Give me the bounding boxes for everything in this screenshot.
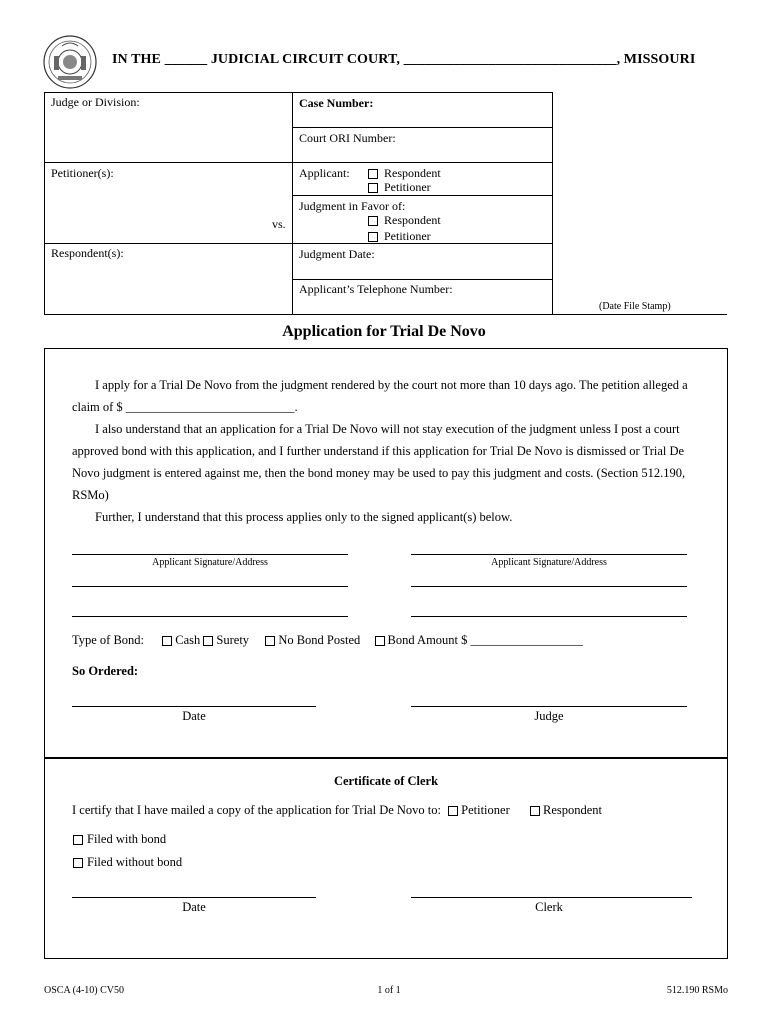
vs-label: vs. [272, 217, 286, 231]
bond-none-option[interactable]: No Bond Posted [265, 633, 360, 647]
petitioners-label[interactable]: Petitioner(s): [51, 166, 114, 180]
checkbox-icon[interactable] [368, 183, 378, 193]
checkbox-icon[interactable] [368, 216, 378, 226]
judgment-petitioner-option[interactable]: Petitioner [368, 229, 431, 244]
applicant-respondent-option[interactable]: Respondent [368, 166, 441, 181]
clerk-date-line[interactable] [72, 897, 316, 898]
bond-cash-option[interactable]: Cash [162, 633, 200, 647]
telephone-label[interactable]: Applicant’s Telephone Number: [299, 282, 453, 296]
clerk-signature-line[interactable] [411, 897, 692, 898]
respondents-label[interactable]: Respondent(s): [51, 246, 124, 260]
applicant-label: Applicant: [299, 166, 350, 180]
address-line-right-1[interactable] [411, 586, 687, 587]
clerk-date-label: Date [182, 900, 206, 914]
checkbox-icon[interactable] [162, 636, 172, 646]
bond-surety-option[interactable]: Surety [203, 633, 249, 647]
checkbox-icon[interactable] [368, 232, 378, 242]
checkbox-icon[interactable] [530, 806, 540, 816]
application-text: I apply for a Trial De Novo from the judgment rendered by the court not more than 10 days ago. The petition alleged a claim of $ ___________________________. I also understand that an application for a Trial De Novo will not stay execution of the judgment unless I post a court approved bond with this application, and I further understand if this application for Trial De Novo is dismissed or Trial De Novo judgment is entered against me, then the bond money may be used to pay this judgment and costs. (Section 512.190, RSMo) Further, I understand that this process applies only to the signed applicant(s) below. [72, 374, 712, 528]
judgment-date-label[interactable]: Judgment Date: [299, 247, 375, 261]
checkbox-icon[interactable] [203, 636, 213, 646]
circuit-number-blank[interactable]: ______ [164, 52, 208, 67]
bond-type-row: Type of Bond: Cash Surety No Bond Posted Bond Amount $ __________________ [72, 633, 584, 647]
judge-label: Judge [534, 709, 564, 723]
order-date-line[interactable] [72, 706, 316, 707]
filed-with-bond-option[interactable]: Filed with bond [73, 832, 166, 847]
signature-label-right: Applicant Signature/Address [491, 557, 607, 568]
checkbox-icon[interactable] [448, 806, 458, 816]
filed-without-bond-option[interactable]: Filed without bond [73, 855, 182, 870]
checkbox-icon[interactable] [265, 636, 275, 646]
clerk-respondent-option[interactable]: Respondent [530, 803, 602, 817]
applicant-signature-line-right[interactable] [411, 554, 687, 555]
judge-signature-line[interactable] [411, 706, 687, 707]
form-number: OSCA (4-10) CV50 [44, 985, 125, 996]
address-line-right-2[interactable] [411, 616, 687, 617]
statute-reference: 512.190 RSMo [666, 985, 728, 996]
county-blank[interactable]: ______________________________ [403, 52, 617, 67]
signature-label-left: Applicant Signature/Address [152, 557, 268, 568]
missouri-state-seal [42, 34, 98, 90]
judge-division-label[interactable]: Judge or Division: [51, 95, 140, 109]
applicant-signature-line-left[interactable] [72, 554, 348, 555]
bond-amount-option[interactable]: Bond Amount $ __________________ [375, 633, 584, 647]
clerk-certify-row: I certify that I have mailed a copy of the application for Trial De Novo to: Petitioner Respondent [72, 803, 603, 817]
address-line-left-2[interactable] [72, 616, 348, 617]
applicant-petitioner-option[interactable]: Petitioner [368, 180, 431, 195]
checkbox-icon[interactable] [73, 835, 83, 845]
form-title: Application for Trial De Novo [282, 323, 486, 340]
judgment-respondent-option[interactable]: Respondent [368, 213, 441, 228]
court-ori-label[interactable]: Court ORI Number: [299, 131, 396, 145]
court-header: IN THE ______ JUDICIAL CIRCUIT COURT, ______________________________, MISSOURI [112, 52, 696, 67]
page-number: 1 of 1 [377, 985, 401, 996]
checkbox-icon[interactable] [375, 636, 385, 646]
address-line-left-1[interactable] [72, 586, 348, 587]
checkbox-icon[interactable] [368, 169, 378, 179]
judgment-favor-label: Judgment in Favor of: [299, 199, 406, 213]
case-number-label[interactable]: Case Number: [299, 96, 374, 110]
claim-amount-field[interactable]: claim of $ ___________________________. [72, 400, 298, 414]
checkbox-icon[interactable] [73, 858, 83, 868]
clerk-label: Clerk [535, 900, 563, 914]
order-date-label: Date [182, 709, 206, 723]
so-ordered-label: So Ordered: [72, 664, 139, 678]
clerk-certificate-title: Certificate of Clerk [333, 774, 439, 788]
date-file-stamp-label: (Date File Stamp) [599, 301, 671, 312]
clerk-petitioner-option[interactable]: Petitioner [444, 803, 510, 817]
